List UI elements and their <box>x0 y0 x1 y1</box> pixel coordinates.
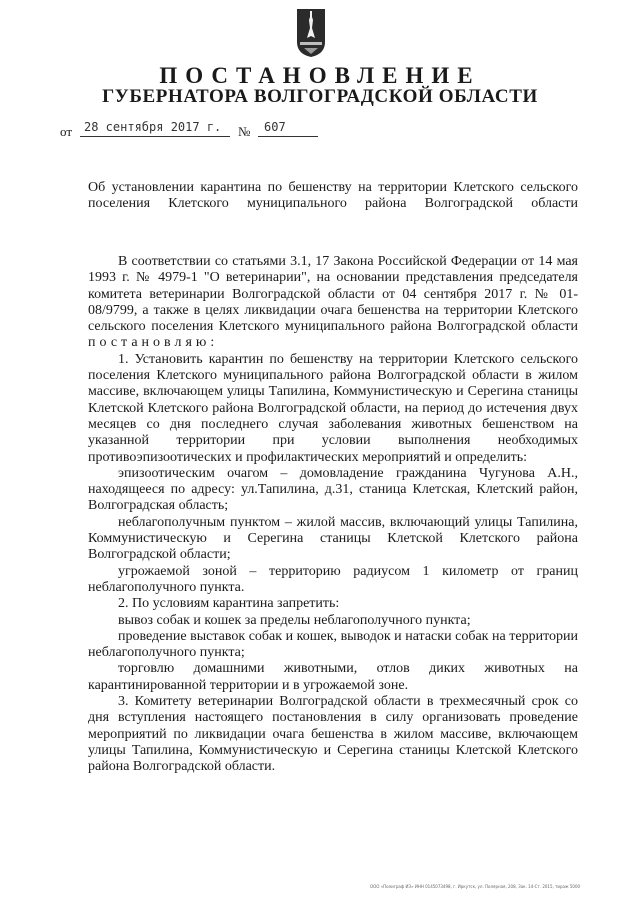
print-info: ООО «Полиграф ИЗ» ИНН 0145073498, г. Иркутск, ул. Полярная, 208, Зак. 14-Ст. 2015, тираж 5000 <box>370 884 581 889</box>
document-subtitle: ГУБЕРНАТОРА ВОЛГОГРАДСКОЙ ОБЛАСТИ <box>102 86 538 107</box>
preamble-paragraph <box>88 254 578 352</box>
clause-1-unfavorable-point: неблагополучным пунктом – жилой массив, включающий улицы Тапилина, Коммунистическую и Серегина станицы Клетской Клетского района Волгоградской области; <box>88 514 578 563</box>
clause-2-trade-ban: торговлю домашними животными, отлов диких животных на карантинированной территории и в угрожаемой зоне. <box>88 661 578 693</box>
clause-1-threatened-zone: угрожаемой зоной – территорию радиусом 1 километр от границ неблагополучного пункта. <box>88 563 578 595</box>
document-subject <box>88 180 578 212</box>
subject-line-1: Об установлении карантина по бешенству на территории Клетского сельского <box>88 180 578 195</box>
number-value: 607 <box>264 120 286 134</box>
date-underline <box>80 136 230 137</box>
document-title: ПОСТАНОВЛЕНИЕ <box>159 63 481 88</box>
clause-2-export-ban: вывоз собак и кошек за пределы неблагополучного пункта; <box>118 612 471 628</box>
preamble-text: В соответствии со статьями 3.1, 17 Закона Российской Федерации от 14 мая 1993 г. № 4979-1 "О ветеринарии", на основании представления председателя комитета ветеринарии Волгоградской области от 04 сентября 2017 г. № 01-08/9799, а также в целях ликвидации очага бешенства на территории Клетского сельского поселения Клетского муниципального района Волгоградской области <box>88 254 578 335</box>
clause-2-exhibitions-ban: проведение выставок собак и кошек, выводок и натаски собак на территории неблагополучного пункта; <box>88 628 578 661</box>
document-meta <box>60 120 360 140</box>
subject-line-2: поселения Клетского муниципального района Волгоградской области <box>88 196 578 211</box>
document-body <box>88 254 578 776</box>
coat-of-arms-icon <box>296 8 326 58</box>
clause-3: 3. Комитету ветеринарии Волгоградской области в трехмесячный срок со дня вступления настоящего постановления в силу организовать проведение мероприятий по ликвидации очага бешенства в жилом массиве, включающем улицы Тапилина, Коммунистическую и Серегина станицы Клетской Клетского района Волгоградской области. <box>88 694 578 775</box>
clause-1-focus: эпизоотическим очагом – домовладение гражданина Чугунова А.Н., находящееся по адресу: ул.Тапилина, д.31, станица Клетская, Клетский район, Волгоградская область; <box>88 465 578 514</box>
clause-1: 1. Установить карантин по бешенству на территории Клетского сельского поселения Клетского муниципального района Волгоградской области в жилом массиве, включающем улицы Тапилина, Коммунистическую и Серегина станицы Клетской Клетского района Волгоградской области, на период до истечения двух месяцев со дня последнего случая заболевания животных бешенством на указанной территории при условии выполнения необходимых противоэпизоотических и профилактических мероприятий и определить: <box>88 351 578 465</box>
number-underline <box>258 136 318 137</box>
clause-2: 2. По условиям карантина запретить: <box>118 596 340 612</box>
date-label: от <box>60 124 73 139</box>
number-label: № <box>238 124 251 139</box>
date-value: 28 сентября 2017 г. <box>84 120 222 134</box>
preamble-decree-word: постановляю: <box>88 335 219 351</box>
